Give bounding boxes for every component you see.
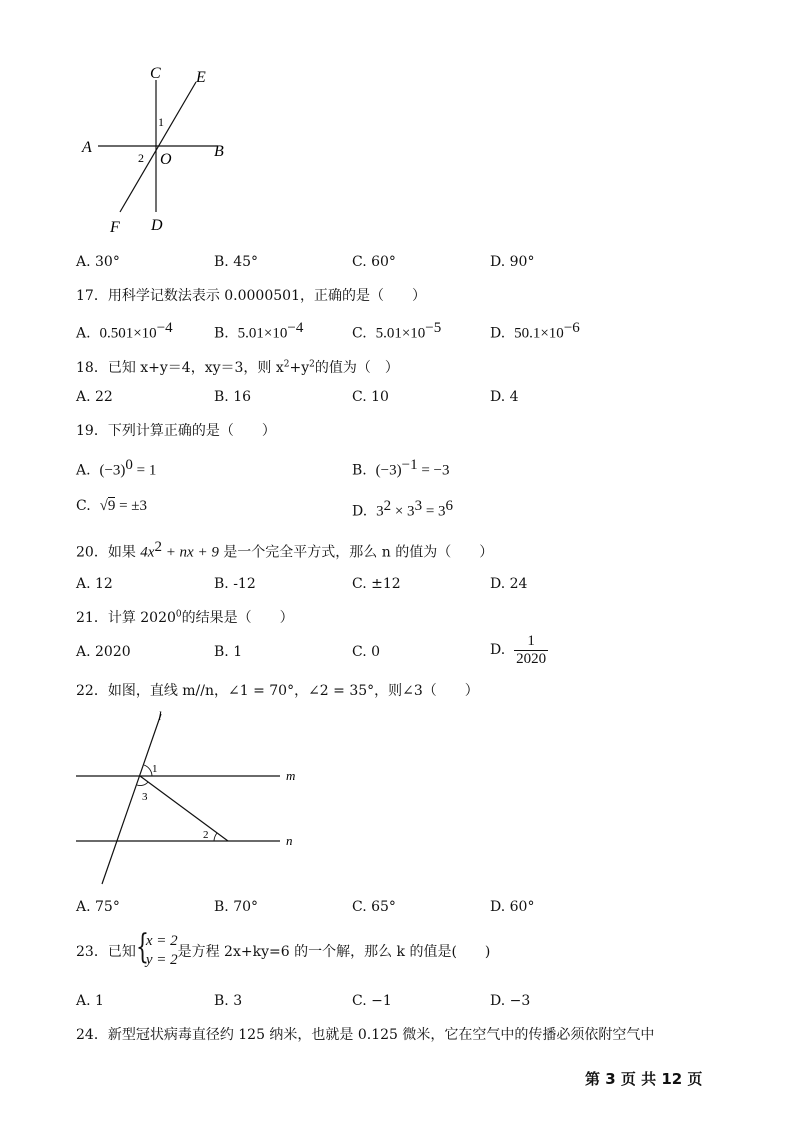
stem-part: 是一个完全平方式，那么 n 的值为（ ） xyxy=(218,544,494,561)
stem-sup: 2 xyxy=(309,359,315,370)
option-rest: = −3 xyxy=(417,462,450,479)
label-o: O xyxy=(160,151,172,168)
option-base: 50.1×10 xyxy=(514,325,564,342)
option-key: B. xyxy=(214,325,229,342)
option-key: A. xyxy=(76,462,91,479)
q19-option-d[interactable] xyxy=(352,498,453,521)
brace-icon: { xyxy=(135,927,149,967)
expr-part: + nx + 9 xyxy=(161,544,219,561)
option-rest: = 1 xyxy=(132,462,157,479)
expr-part: 4x xyxy=(140,544,155,561)
option-mid: = 3 xyxy=(422,503,446,520)
q21-stem xyxy=(76,607,294,627)
q18-option-d[interactable]: D. 4 xyxy=(490,389,519,405)
angle-label-1: 1 xyxy=(158,115,164,129)
q18-stem xyxy=(76,357,399,377)
q20-option-c[interactable]: C. ±12 xyxy=(352,576,401,592)
angle-arc-2 xyxy=(214,833,217,841)
q17-stem: 17．用科学记数法表示 0.0000501，正确的是（ ） xyxy=(76,288,426,304)
label-m: m xyxy=(286,768,296,783)
angle-label-3: 3 xyxy=(142,791,148,803)
q18-option-c[interactable]: C. 10 xyxy=(352,389,389,405)
q20-stem xyxy=(76,539,493,562)
option-exp: −4 xyxy=(156,320,173,336)
q16-option-a[interactable]: A. 30° xyxy=(76,254,120,270)
q20-option-b[interactable]: B. -12 xyxy=(214,576,256,592)
q21-option-c[interactable]: C. 0 xyxy=(352,644,381,660)
label-d: D xyxy=(151,217,163,234)
q16-option-c[interactable]: C. 60° xyxy=(352,254,396,270)
label-c: C xyxy=(150,65,161,82)
q20-option-d[interactable]: D. 24 xyxy=(490,576,528,592)
q22-option-b[interactable]: B. 70° xyxy=(214,899,259,915)
option-base: 3 xyxy=(376,503,384,520)
stem-part: 21．计算 2020 xyxy=(76,610,176,626)
option-exp: 3 xyxy=(414,498,423,514)
q19-option-a[interactable] xyxy=(76,457,156,480)
option-exp: 2 xyxy=(383,498,392,514)
label-l: l xyxy=(158,708,162,723)
option-key: B. xyxy=(352,462,367,479)
equation-system xyxy=(135,927,178,970)
option-exp: 0 xyxy=(125,457,133,473)
option-base: (−3) xyxy=(375,462,402,479)
line-l xyxy=(102,714,161,884)
q21-option-b[interactable]: B. 1 xyxy=(214,644,243,660)
option-base: 5.01×10 xyxy=(375,325,426,342)
angle-label-2: 2 xyxy=(138,151,144,165)
stem-part: 是方程 2x+ky=6 的一个解，那么 k 的值是( ) xyxy=(177,943,491,960)
option-key: D. xyxy=(490,325,506,342)
q20-option-a[interactable]: A. 12 xyxy=(76,576,113,592)
option-base: 0.501×10 xyxy=(99,325,157,342)
stem-part: 的结果是（ ） xyxy=(181,610,294,626)
q23-option-c[interactable]: C. −1 xyxy=(352,993,392,1009)
label-b: B xyxy=(214,143,224,160)
angle-label-2: 2 xyxy=(203,829,209,841)
q22-option-a[interactable]: A. 75° xyxy=(76,899,120,915)
fraction xyxy=(514,633,548,667)
option-key: C. xyxy=(76,498,91,514)
label-f: F xyxy=(110,219,120,236)
q16-option-d[interactable]: D. 90° xyxy=(490,254,535,270)
numerator: 1 xyxy=(514,633,548,651)
stem-part: 20．如果 xyxy=(76,544,141,561)
line-ef xyxy=(120,82,196,212)
stem-part: +y xyxy=(289,360,310,376)
option-base: (−3) xyxy=(99,462,126,479)
q22-option-d[interactable]: D. 60° xyxy=(490,899,535,915)
q17-option-c[interactable] xyxy=(352,320,441,343)
option-mid: × 3 xyxy=(391,503,415,520)
label-e: E xyxy=(196,69,206,86)
option-exp: −6 xyxy=(563,320,580,336)
option-exp: 6 xyxy=(445,498,454,514)
q24-stem: 24．新型冠状病毒直径约 125 纳米，也就是 0.125 微米，它在空气中的传播必须依附空气中 xyxy=(76,1027,655,1043)
stem-part: 18．已知 x+y＝4，xy＝3，则 x xyxy=(76,360,284,376)
q16-option-b[interactable]: B. 45° xyxy=(214,254,259,270)
q23-option-a[interactable]: A. 1 xyxy=(76,993,104,1009)
figure-intersecting-lines xyxy=(78,60,248,240)
angle-arc-1 xyxy=(144,765,152,776)
q18-option-a[interactable]: A. 22 xyxy=(76,389,113,405)
option-key: D. xyxy=(490,642,506,658)
label-n: n xyxy=(286,833,293,848)
option-exp: −4 xyxy=(287,320,304,336)
figure-parallel-lines xyxy=(72,706,312,891)
q17-option-b[interactable] xyxy=(214,320,303,343)
q21-option-a[interactable]: A. 2020 xyxy=(76,644,131,660)
expr-sup: 2 xyxy=(154,539,162,555)
option-base: 5.01×10 xyxy=(237,325,288,342)
q23-option-d[interactable]: D. −3 xyxy=(490,993,531,1009)
stem-sup: 2 xyxy=(283,359,290,370)
q21-option-d[interactable] xyxy=(490,633,548,667)
option-key: D. xyxy=(352,503,368,520)
stem-sup: 0 xyxy=(175,609,182,620)
radical-sign: √ xyxy=(99,498,108,514)
radicand: 9 xyxy=(107,498,116,514)
q18-option-b[interactable]: B. 16 xyxy=(214,389,252,405)
angle-arc-3 xyxy=(137,782,148,786)
angle-label-1: 1 xyxy=(152,763,158,775)
q23-stem xyxy=(76,927,491,970)
q22-option-c[interactable]: C. 65° xyxy=(352,899,396,915)
stem-part: 的值为（ ） xyxy=(314,360,399,376)
q19-option-b[interactable] xyxy=(352,457,450,480)
segment-transversal xyxy=(140,776,228,841)
page-number-footer: 第 3 页 共 12 页 xyxy=(585,1070,703,1088)
option-exp: −1 xyxy=(401,457,418,473)
stem-part: 23．已知 xyxy=(76,943,136,960)
option-key: C. xyxy=(352,325,367,342)
equation-2: y = 2 xyxy=(145,951,178,968)
q22-stem: 22．如图，直线 m//n，∠1 = 70°，∠2 = 35°，则∠3（ ） xyxy=(76,683,479,699)
label-a: A xyxy=(82,139,92,156)
option-key: A. xyxy=(76,325,91,342)
q19-option-c[interactable] xyxy=(76,498,147,515)
q23-option-b[interactable]: B. 3 xyxy=(214,993,243,1009)
option-exp: −5 xyxy=(425,320,442,336)
option-rest: = ±3 xyxy=(115,498,148,514)
q17-option-a[interactable] xyxy=(76,320,173,343)
denominator: 2020 xyxy=(516,650,547,667)
equation-1: x = 2 xyxy=(145,933,178,949)
q17-option-d[interactable] xyxy=(490,320,580,343)
q19-stem: 19．下列计算正确的是（ ） xyxy=(76,423,276,439)
